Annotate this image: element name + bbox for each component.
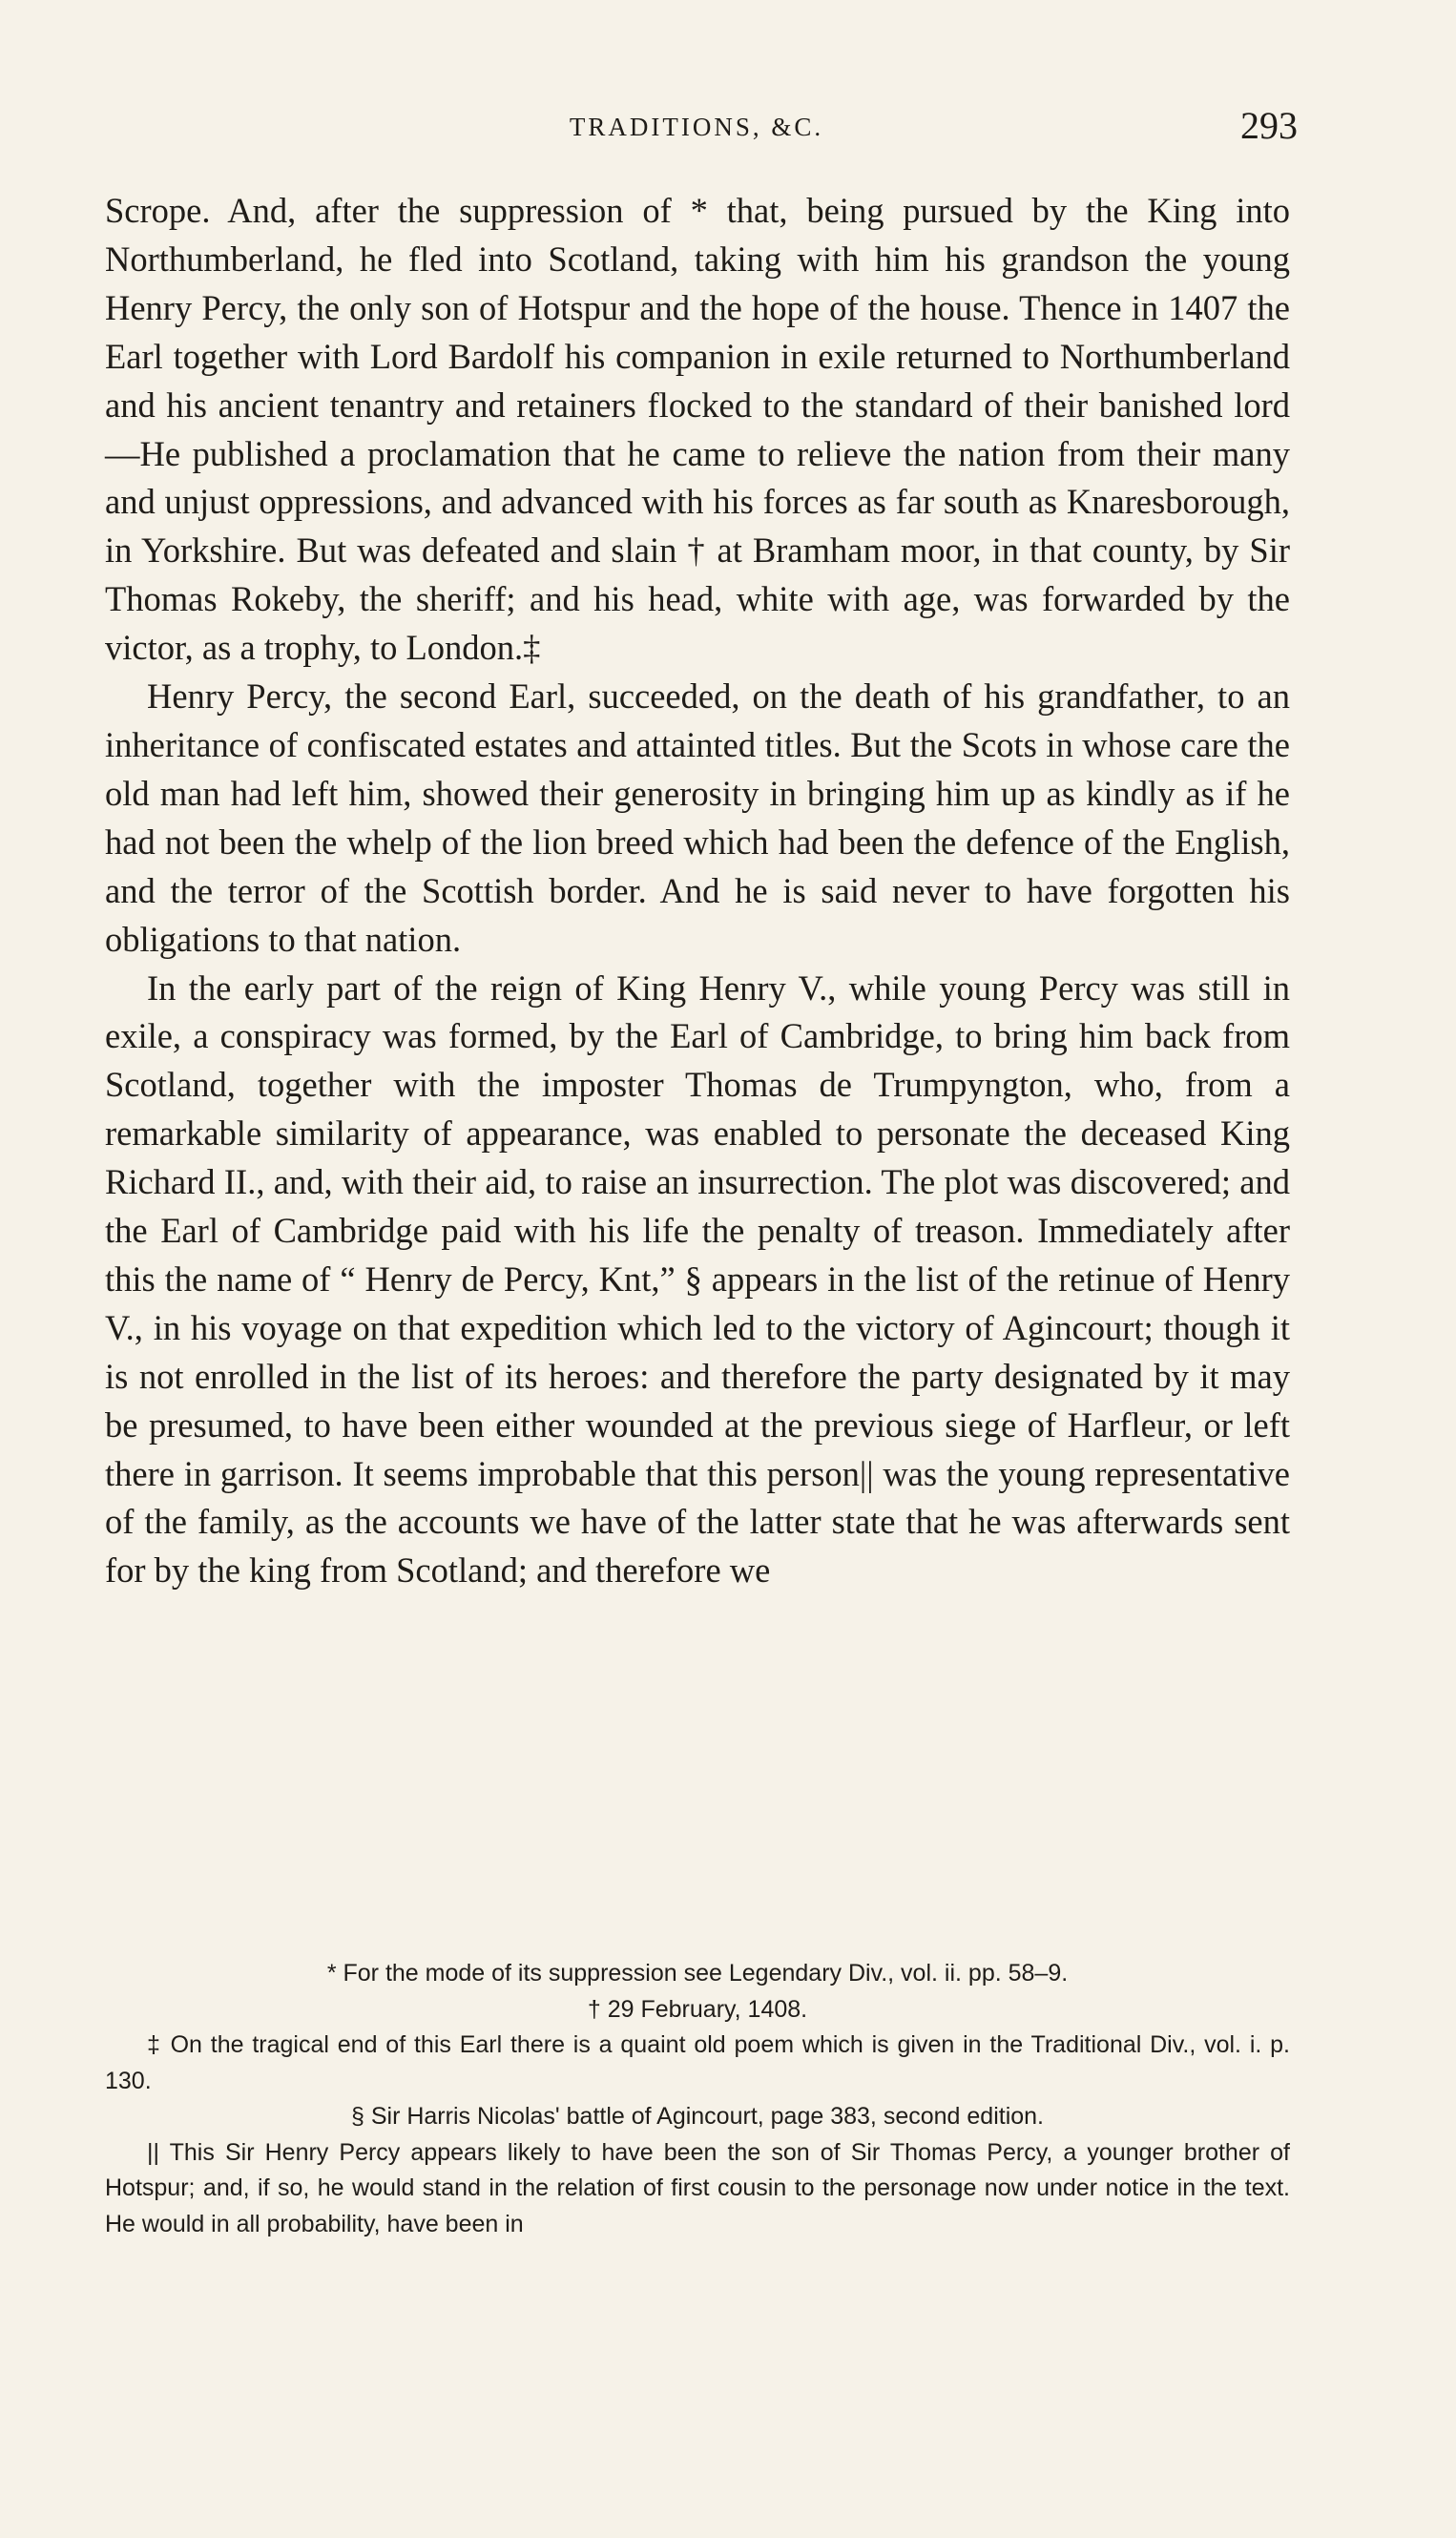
footnote-dagger: † 29 February, 1408. — [587, 1995, 808, 2023]
footnotes — [105, 1956, 1290, 2242]
main-text — [105, 187, 1290, 1595]
page-header — [105, 103, 1298, 160]
paragraph-2: Henry Percy, the second Earl, succeeded, on the death of his grandfather, to an inheritance of confiscated estates and attainted titles. But the Scots in whose care the old man had left him, showed their generosity in bringing him up as kindly as if he had not been the whelp of the lion breed which had been the defence of the English, and the terror of the Scottish border. And he is said never to have forgotten his obligations to that nation. — [105, 676, 1290, 959]
page-number: 293 — [1240, 104, 1298, 147]
footnote-parallel: || This Sir Henry Percy appears likely to have been the son of Sir Thomas Percy, a younger brother of Hotspur; and, if so, he would stand in the relation of first cousin to the personage now under notice in the text. He would in all probability, have been in — [105, 2138, 1290, 2237]
paragraph-1: Scrope. And, after the suppression of * that, being pursued by the King into Northumberland, he fled into Scotland, taking with him his grandson the young Henry Percy, the only son of Hotspur and the hope of the house. Thence in 1407 the Earl together with Lord Bardolf his companion in exile returned to Northumberland and his ancient tenantry and retainers flocked to the standard of their banished lord—He published a proclamation that he came to relieve the nation from their many and unjust oppressions, and advanced with his forces as far south as Knaresborough, in Yorkshire. But was defeated and slain † at Bramham moor, in that county, by Sir Thomas Rokeby, the sheriff; and his head, white with age, was forwarded by the victor, as a trophy, to London.‡ — [105, 191, 1290, 668]
paragraph-3: In the early part of the reign of King Henry V., while young Percy was still in exile, a conspiracy was formed, by the Earl of Cambridge, to bring him back from Scotland, together with the imposter Thomas de Trumpyngton, who, from a remarkable similarity of appearance, was enabled to personate the deceased King Richard II., and, with their aid, to raise an insurrection. The plot was discovered; and the Earl of Cambridge paid with his life the penalty of treason. Immediately after this the name of “ Henry de Percy, Knt,” § appears in the list of the retinue of Henry V., in his voyage on that expedition which led to the victory of Agincourt; though it is not enrolled in the list of its heroes: and therefore the party designated by it may be presumed, to have been either wounded at the previous siege of Harfleur, or left there in garrison. It seems improbable that this person|| was the young representative of the family, as the accounts we have of the latter state that he was afterwards sent for by the king from Scotland; and therefore we — [105, 967, 1290, 1591]
running-title: TRADITIONS, &C. — [569, 113, 824, 141]
footnote-asterisk: * For the mode of its suppression see Legendary Div., vol. ii. pp. 58–9. — [326, 1960, 1069, 1987]
footnote-section: § Sir Harris Nicolas' battle of Agincourt, page 383, second edition. — [350, 2103, 1044, 2130]
footnote-double-dagger: ‡ On the tragical end of this Earl there is a quaint old poem which is given in the Traditional Div., vol. i. p. 130. — [105, 2031, 1290, 2094]
